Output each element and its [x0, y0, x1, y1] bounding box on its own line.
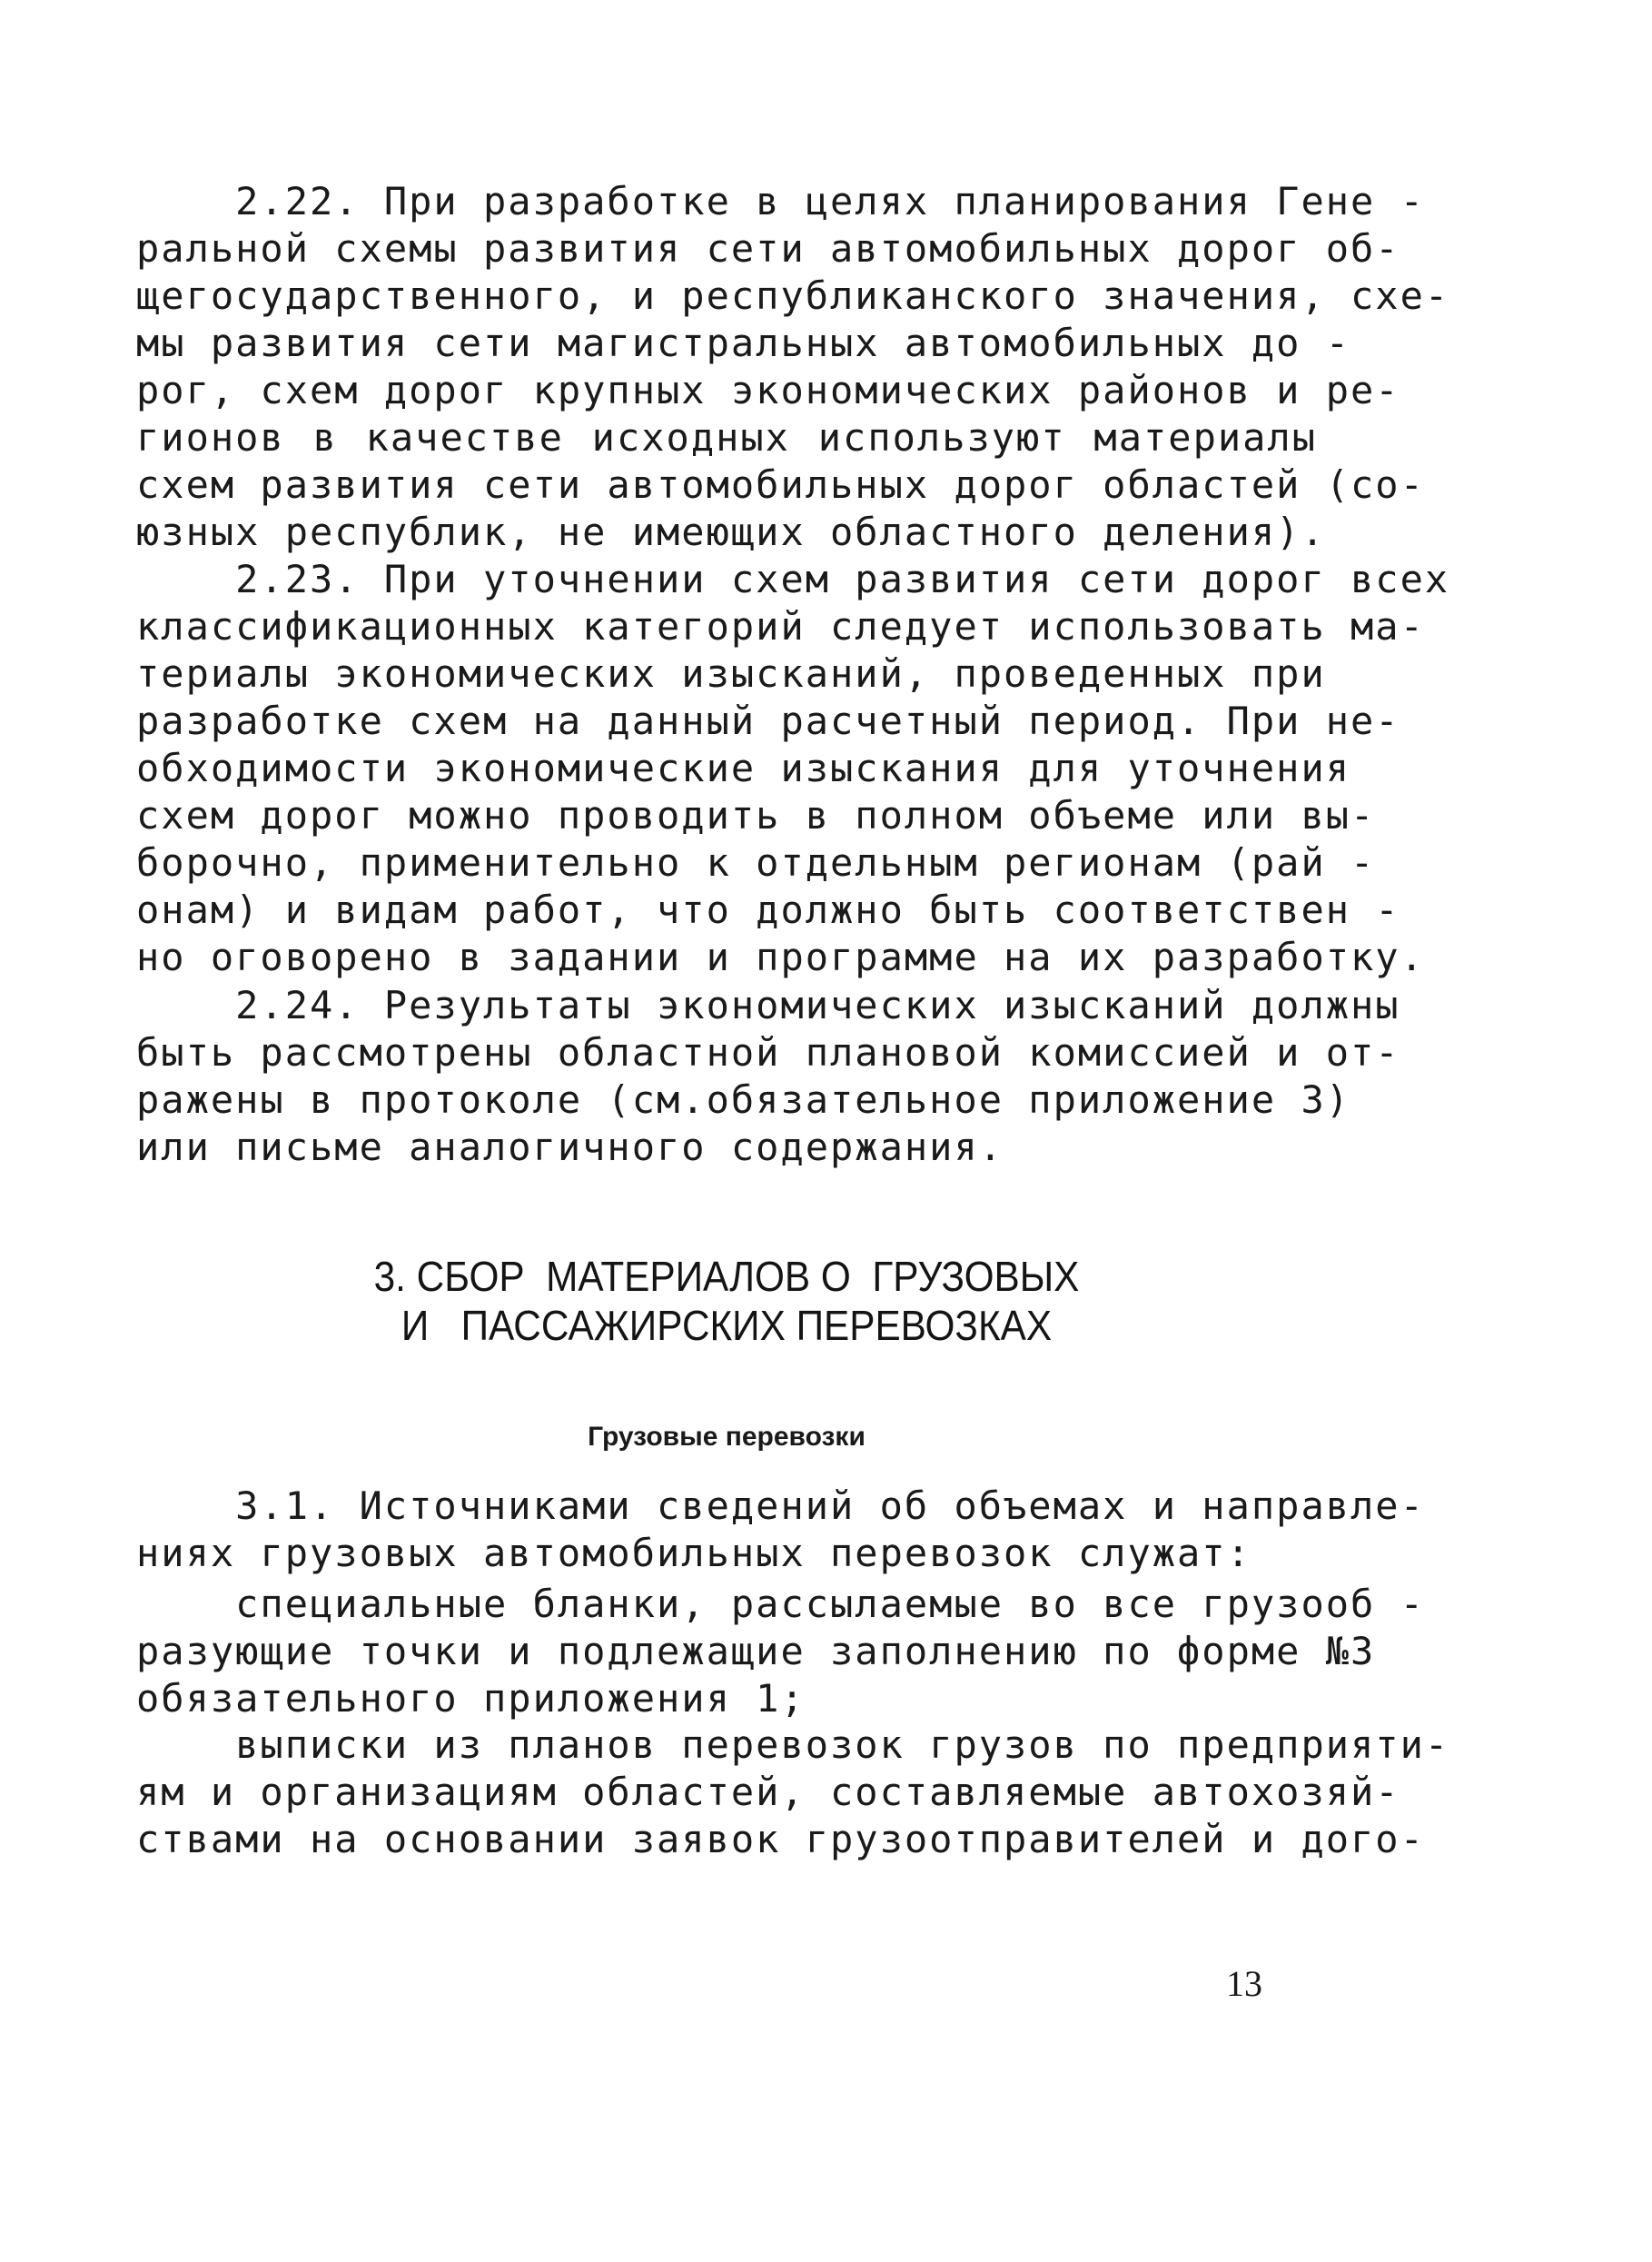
section-heading: [183, 1252, 1270, 1350]
text-line: ральной схемы развития сети автомобильных дорог об-: [136, 226, 1400, 271]
text-line: или письме аналогичного содержания.: [136, 1125, 1004, 1169]
text-line: обходимости экономические изыскания для уточнения: [136, 746, 1351, 790]
text-line: 2.22. При разработке в целях планирования Гене -: [136, 179, 1425, 223]
text-line: борочно, применительно к отдельным регионам (рай -: [136, 840, 1376, 885]
text-line: быть рассмотрены областной плановой комиссией и от-: [136, 1030, 1400, 1075]
text-line: ражены в протоколе (см.обязательное приложение 3): [136, 1077, 1351, 1122]
text-line: разующие точки и подлежащие заполнению по форме №3: [136, 1629, 1376, 1673]
paragraph-2-24: [136, 982, 1400, 1171]
text-line: гионов в качестве исходных используют материалы: [136, 415, 1317, 460]
text-line: ям и организациям областей, составляемые автохозяй-: [136, 1770, 1400, 1814]
text-line: онам) и видам работ, что должно быть соответствен -: [136, 888, 1400, 932]
text-line: обязательного приложения 1;: [136, 1676, 806, 1721]
text-line: схем дорог можно проводить в полном объеме или вы-: [136, 793, 1376, 838]
text-line: щегосударственного, и республиканского значения, схе-: [136, 273, 1450, 318]
text-line: выписки из планов перевозок грузов по предприяти-: [136, 1722, 1450, 1767]
text-line: ниях грузовых автомобильных перевозок служат:: [136, 1531, 1251, 1575]
text-line: 3.1. Источниками сведений об объемах и направле-: [136, 1483, 1425, 1528]
list-item: [136, 1581, 1425, 1722]
section-heading-line-2: И ПАССАЖИРСКИХ ПЕРЕВОЗКАХ: [401, 1302, 1053, 1349]
text-line: рог, схем дорог крупных экономических районов и ре-: [136, 368, 1400, 412]
page-number: 13: [1226, 1963, 1262, 2004]
text-line: специальные бланки, рассылаемые во все грузооб -: [136, 1582, 1425, 1626]
list-item: [136, 1721, 1450, 1863]
text-line: разработке схем на данный расчетный период. При не-: [136, 699, 1400, 743]
paragraph-3-1: [136, 1483, 1425, 1577]
text-line: 2.23. При уточнении схем развития сети дорог всех: [136, 557, 1450, 601]
text-line: териалы экономических изысканий, проведенных при: [136, 651, 1326, 696]
text-line: но оговорено в задании и программе на их разработку.: [136, 935, 1425, 979]
section-heading-line-1: 3. СБОР МАТЕРИАЛОВ О ГРУЗОВЫХ: [373, 1253, 1080, 1300]
text-line: 2.24. Результаты экономических изысканий должны: [136, 983, 1400, 1027]
text-line: ствами на основании заявок грузоотправителей и дого-: [136, 1817, 1425, 1861]
paragraph-2-23: [136, 556, 1450, 981]
subsection-heading: Грузовые перевозки: [588, 1422, 866, 1452]
text-line: юзных республик, не имеющих областного деления).: [136, 510, 1326, 554]
text-line: схем развития сети автомобильных дорог областей (со-: [136, 462, 1425, 507]
text-line: мы развития сети магистральных автомобильных до -: [136, 321, 1351, 365]
text-line: классификационных категорий следует использовать ма-: [136, 604, 1425, 649]
paragraph-2-22: [136, 178, 1450, 556]
